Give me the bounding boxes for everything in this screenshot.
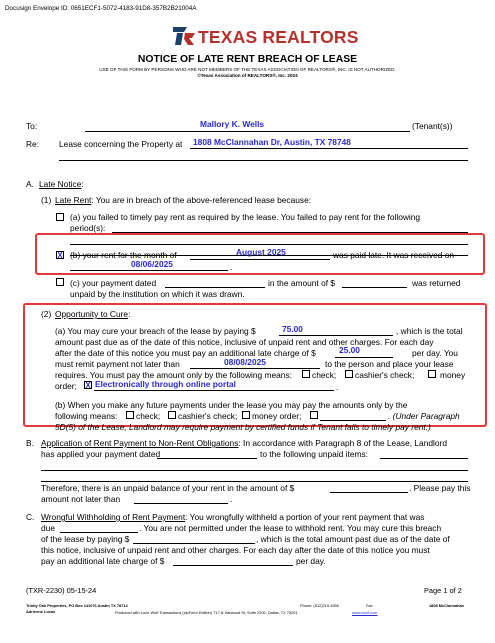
checkbox-a[interactable]	[56, 213, 64, 221]
late-charge[interactable]: 25.00	[339, 345, 360, 355]
copyright: ©Texas Association of REALTORS®, Inc. 2024	[197, 73, 298, 78]
cure-amount[interactable]: 75.00	[282, 324, 303, 334]
period: .	[336, 382, 339, 392]
footer-fax: Fax:	[366, 603, 374, 608]
payment-method-other[interactable]: Electronically through online portal	[95, 379, 236, 389]
section-c-l5-post: per day.	[296, 556, 326, 566]
late-rent-line: Late Rent: You are in breach of the above-referenced lease because:	[55, 195, 312, 205]
section-b-label: B.	[26, 438, 34, 448]
section-b-line1: Application of Rent Payment to Non-Rent Obligations: In accordance with Paragraph 8 of the Lease, Landlord	[41, 438, 447, 448]
to-label: To:	[26, 121, 38, 131]
footer-produced: Produced with Lone Wolf Transactions (zipForm Edition) 717 N Harwood St, Suite 2200, Dallas, TX 75201	[115, 610, 298, 615]
item-c-mid: in the amount of $	[268, 278, 336, 288]
re-text: Lease concerning the Property at	[59, 139, 183, 149]
period: .	[230, 494, 233, 504]
late-month[interactable]: August 2025	[236, 247, 286, 257]
remit-date[interactable]: 08/08/2025	[224, 357, 266, 367]
item-a-line1: (a) you failed to timely pay rent as required by the lease. You failed to pay rent for the following	[70, 212, 421, 222]
cure-l4-post: to the person and place your lease	[325, 359, 454, 369]
future-checkbox-other[interactable]	[310, 411, 318, 419]
section-b-l3-post: . Please pay this	[409, 483, 471, 493]
section-c-label: C.	[26, 512, 35, 522]
item-a-line2: period(s):	[70, 223, 106, 233]
section-c-l5-pre: pay an additional late charge of $	[41, 556, 165, 566]
checkbox-b[interactable]: X	[57, 251, 63, 260]
label-cashier: cashier's check;	[355, 370, 415, 380]
section-c-l3-pre: of the lease by paying $	[41, 534, 130, 544]
section-c-l2-pre: due	[41, 523, 55, 533]
form-title: NOTICE OF LATE RENT BREACH OF LEASE	[137, 54, 358, 65]
checkbox-other[interactable]: X	[85, 381, 91, 390]
tr-logo-icon	[173, 27, 195, 45]
checkbox-check[interactable]	[302, 370, 310, 378]
future-checkbox-cashier[interactable]	[168, 411, 176, 419]
section-a-label: A.	[26, 179, 34, 189]
future-label-check: check;	[136, 411, 161, 421]
period: .	[230, 262, 233, 272]
future-checkbox-check[interactable]	[126, 411, 134, 419]
checkbox-cashier[interactable]	[345, 370, 353, 378]
re-label: Re:	[26, 139, 40, 149]
future-l1: (b) When you make any future payments under the lease you may pay the amounts only by the	[55, 400, 408, 410]
property-address[interactable]: 1808 McClannahan Dr, Austin, TX 78748	[193, 137, 351, 147]
footer-link[interactable]: www.lwolf.com	[352, 610, 378, 615]
section-a-title: Late Notice:	[39, 179, 84, 189]
cure-l1-post: , which is the total	[396, 326, 463, 336]
future-l2-post: . (Under Paragraph	[388, 411, 460, 421]
section-b-l2-post: to the following unpaid items:	[260, 449, 369, 459]
future-l2-pre: following means:	[55, 411, 118, 421]
checkbox-money[interactable]	[428, 370, 436, 378]
late-rent-num: (1)	[41, 195, 52, 205]
cure-l4-pre: must remit payment not later than	[55, 359, 180, 369]
item-b-post: was paid late. It was received on	[333, 250, 455, 260]
item-c-line2: unpaid by the institution on which it was drawn.	[70, 289, 245, 299]
cure-num: (2)	[41, 309, 52, 319]
section-c-l4: this notice, inclusive of unpaid rent and other charges. For each day after the date of this notice you must	[41, 545, 430, 555]
future-label-money: money order;	[252, 411, 302, 421]
footer-phone: Phone: (512)215-3555	[300, 603, 339, 608]
section-b-l3: Therefore, there is an unpaid balance of your rent in the amount of $	[41, 483, 295, 493]
label-check: check;	[312, 370, 337, 380]
cure-l3-post: per day. You	[412, 348, 458, 358]
section-b-l2-pre: has applied your payment dated	[41, 449, 161, 459]
item-c-post: was returned	[412, 278, 461, 288]
future-label-cashier: cashier's check;	[178, 411, 238, 421]
section-c-line1: Wrongful Withholding of Rent Payment: You wrongfully withheld a portion of your rent payment that was	[41, 512, 425, 522]
footer-agent: Adrienne Lucas	[26, 609, 56, 614]
item-b-pre: (b) your rent for the month of	[70, 250, 177, 260]
future-l3: 5D(5) of the Lease, Landlord may require payment by certified funds if Tenant fails to timely pay rent.)	[55, 422, 431, 432]
logo-text: TEXAS REALTORS	[198, 27, 359, 47]
cure-title: Opportunity to Cure:	[55, 309, 131, 319]
cure-l1-pre: (a) You may cure your breach of the lease by paying $	[55, 326, 256, 336]
cure-l5-pre: requires. You must pay the amount only by the following means:	[55, 370, 292, 380]
footer-doc: 1808 McClannahan	[429, 603, 465, 608]
section-b-l4: amount not later than	[41, 494, 121, 504]
cure-l2: amount past due as of the date of this notice, inclusive of unpaid rent and other charges. For each day	[55, 337, 434, 347]
tenant-suffix: (Tenant(s))	[412, 121, 453, 131]
form-number: (TXR-2230) 05-15-24	[26, 586, 97, 595]
envelope-id: Docusign Envelope ID: 0651ECF1-5072-4183-91D8-357B2B21004A	[5, 5, 197, 12]
received-date[interactable]: 08/06/2025	[131, 259, 173, 269]
checkbox-c[interactable]	[56, 278, 64, 286]
tenant-name[interactable]: Mallory K. Wells	[200, 119, 265, 129]
section-c-l2-post: . You are not permitted under the lease to withhold rent. You may cure this breach	[139, 523, 442, 533]
cure-l3-pre: after the date of this notice you must pay an additional late charge of $	[55, 348, 316, 358]
label-money: money	[440, 370, 466, 380]
item-c-pre: (c) your payment dated	[70, 278, 157, 288]
future-checkbox-money[interactable]	[242, 411, 250, 419]
section-c-l3-post: , which is the total amount past due as of the date of	[256, 534, 450, 544]
footer-company: Trinity Oak Properties, PO Box 141076 Austin TX 78714	[26, 603, 128, 608]
cure-l6-pre: order;	[55, 381, 77, 391]
form-subtitle: USE OF THIS FORM BY PERSONS WHO ARE NOT MEMBERS OF THE TEXAS ASSOCIATION OF REALTORS®, INC. IS NOT AUTHORIZED.	[99, 67, 396, 72]
page-number: Page 1 of 2	[424, 586, 462, 595]
